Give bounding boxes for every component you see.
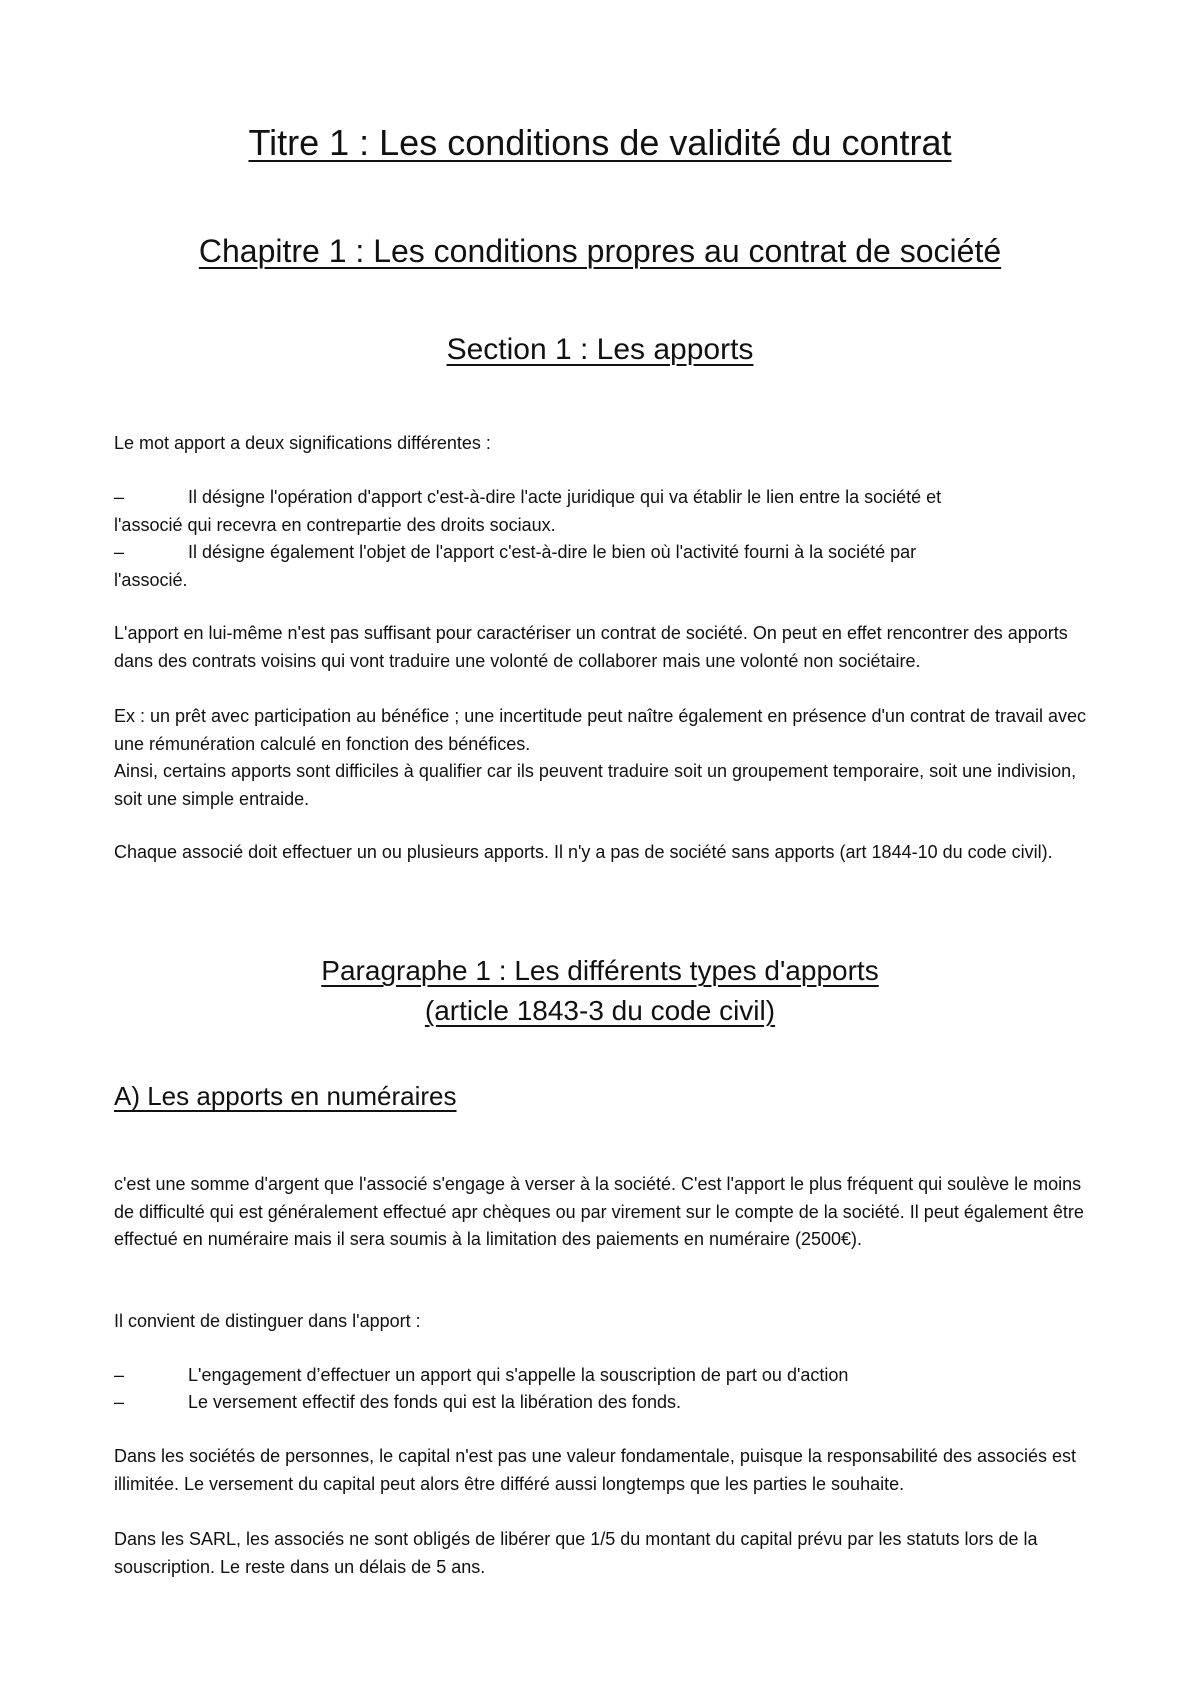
bullet-dash: – xyxy=(114,487,125,507)
body-paragraph: L'apport en lui-même n'est pas suffisant pour caractériser un contrat de société. On peut en effet rencontrer des apports dans des contrats voisins qui vont traduire une volonté de collaborer mais une volonté non sociétaire. xyxy=(114,623,1068,671)
distinguish-bullet-1-line xyxy=(114,1362,1094,1390)
body-paragraph: Chaque associé doit effectuer un ou plusieurs apports. Il n'y a pas de société sans apports (art 1844-10 du code civil). xyxy=(114,842,1053,862)
document-title: Titre 1 : Les conditions de validité du contrat xyxy=(248,122,952,163)
bullet-dash: – xyxy=(114,1392,125,1412)
bullet-text: L'engagement d’effectuer un apport qui s'appelle la souscription de part ou d'action xyxy=(188,1365,849,1385)
intro-bullet-2 xyxy=(114,539,1094,594)
bullet-text: Le versement effectif des fonds qui est la libération des fonds. xyxy=(188,1392,681,1412)
intro-bullet-1-line2: l'associé qui recevra en contrepartie des droits sociaux. xyxy=(114,514,556,535)
distinguish-bullet-1 xyxy=(114,1362,1094,1390)
body-paragraph: Dans les sociétés de personnes, le capital n'est pas une valeur fondamentale, puisque la responsabilité des associés est illimitée. Le versement du capital peut alors être différé aussi longtemps que les parties le souhaite. xyxy=(114,1446,1077,1494)
section-heading: Section 1 : Les apports xyxy=(446,333,754,366)
intro-bullet-2-line2: l'associé. xyxy=(114,569,188,590)
bullet-text: Il désigne l'opération d'apport c'est-à-dire l'acte juridique qui va établir le lien entre la société et xyxy=(188,487,942,507)
distinguish-bullet-2-line xyxy=(114,1389,1094,1417)
distinguish-bullet-2 xyxy=(114,1389,1094,1417)
intro-bullet-1 xyxy=(114,484,1094,539)
body-paragraph: Ainsi, certains apports sont difficiles à qualifier car ils peuvent traduire soit un groupement temporaire, soit une indivision, soit une simple entraide. xyxy=(114,761,1077,809)
paragraph-heading xyxy=(0,951,1200,1031)
body-paragraph: Il convient de distinguer dans l'apport : xyxy=(114,1311,421,1331)
intro-bullet-2-line1 xyxy=(114,539,1094,567)
body-paragraph: c'est une somme d'argent que l'associé s'engage à verser à la société. C'est l'apport le plus fréquent qui soulève le moins de difficulté qui est généralement effectué apr chèques ou par virement sur le compte de la société. Il peut également être effectué en numéraire mais il sera soumis à la limitation des paiements en numéraire (2500€). xyxy=(114,1174,1084,1249)
intro-bullet-1-line1 xyxy=(114,484,1094,512)
paragraph-heading-line1: Paragraphe 1 : Les différents types d'apports xyxy=(321,955,879,986)
bullet-text: Il désigne également l'objet de l'apport c'est-à-dire le bien où l'activité fourni à la société par xyxy=(188,542,917,562)
bullet-dash: – xyxy=(114,1365,125,1385)
paragraph-heading-line2: (article 1843-3 du code civil) xyxy=(424,995,776,1026)
bullet-dash: – xyxy=(114,542,125,562)
chapter-heading: Chapitre 1 : Les conditions propres au contrat de société xyxy=(198,233,1002,269)
subheading-a: A) Les apports en numéraires xyxy=(114,1081,457,1111)
body-paragraph: Dans les SARL, les associés ne sont obligés de libérer que 1/5 du montant du capital prévu par les statuts lors de la souscription. Le reste dans un délais de 5 ans. xyxy=(114,1529,1038,1577)
intro-text: Le mot apport a deux significations différentes : xyxy=(114,433,491,453)
body-paragraph: Ex : un prêt avec participation au bénéfice ; une incertitude peut naître également en présence d'un contrat de travail avec une rémunération calculé en fonction des bénéfices. xyxy=(114,706,1087,754)
